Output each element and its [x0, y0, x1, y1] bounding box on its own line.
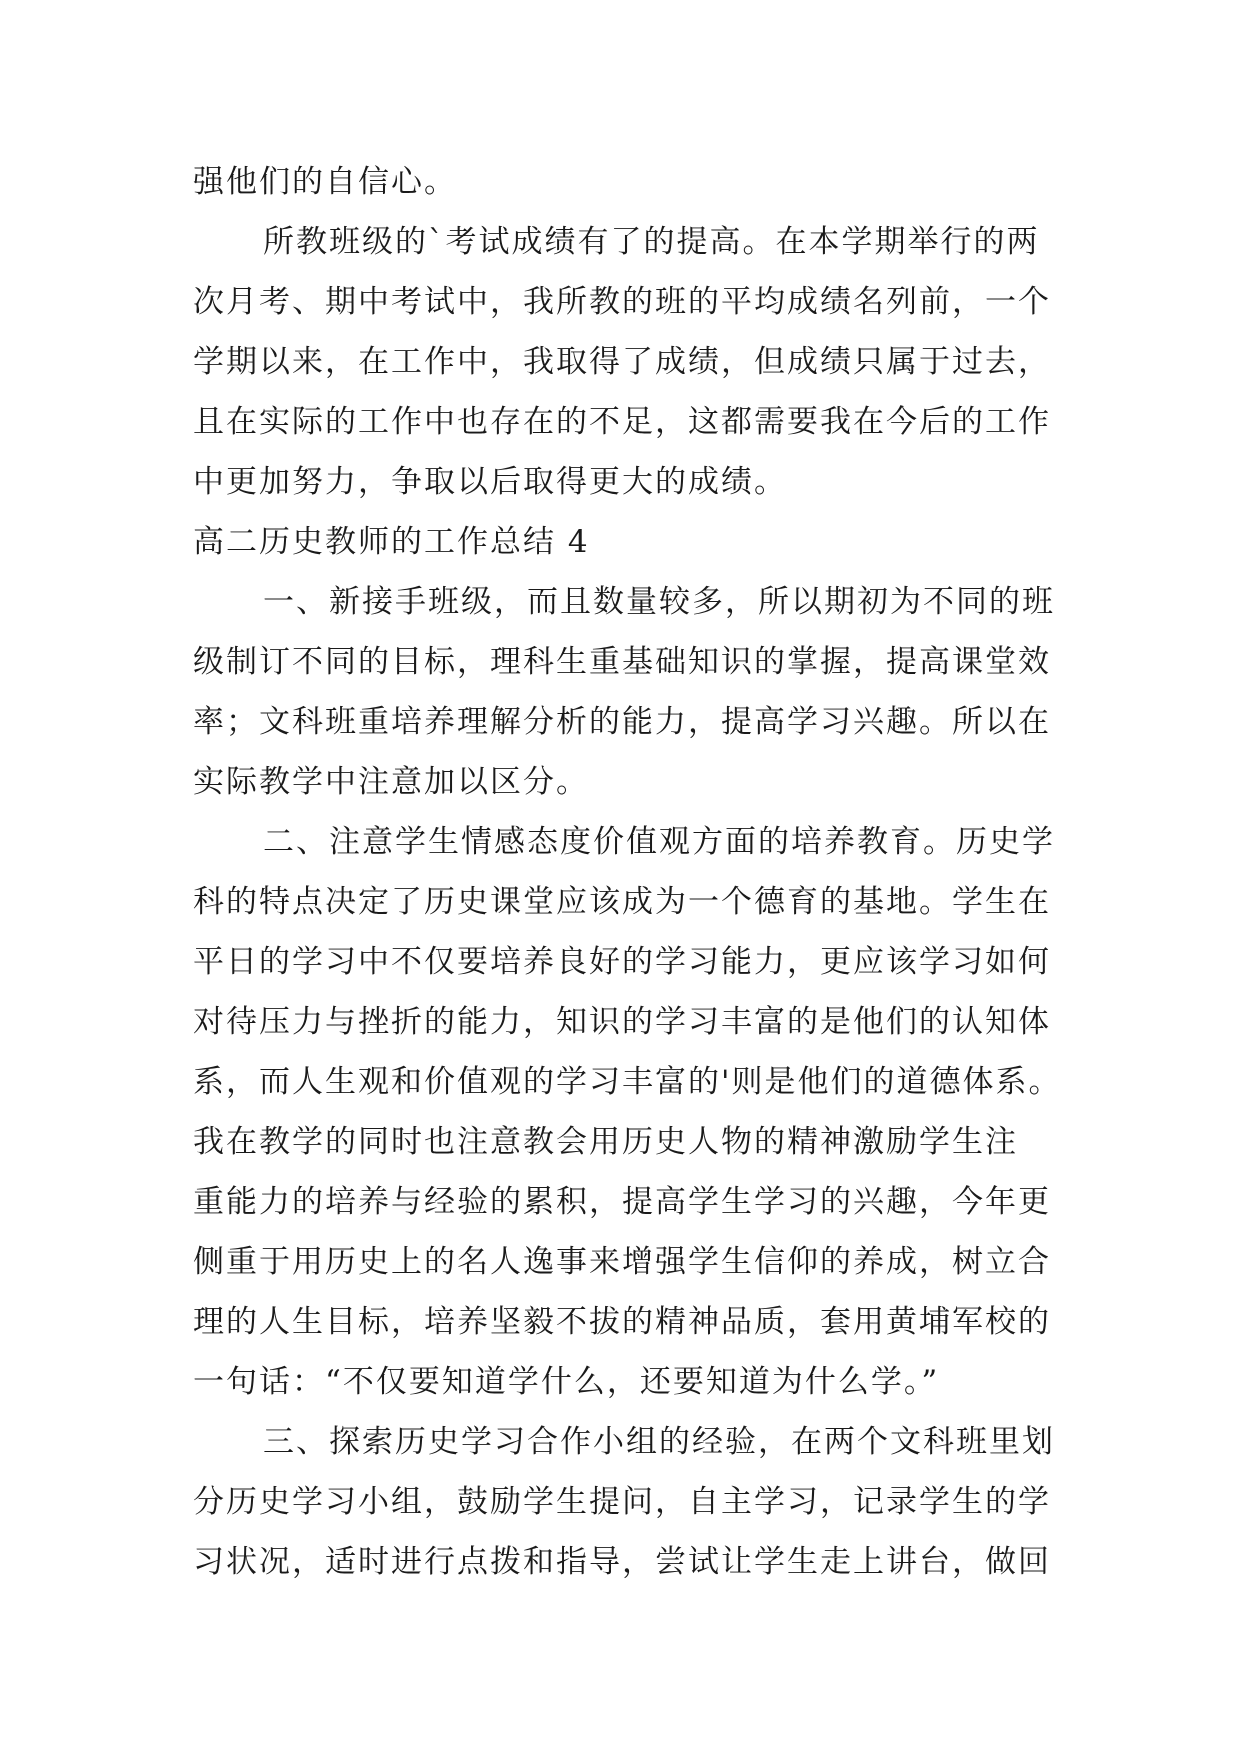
- text-line: 级制订不同的目标，理科生重基础知识的掌握，提高课堂效: [193, 644, 1051, 680]
- paragraph-first-line: 一、新接手班级，而且数量较多，所以期初为不同的班: [263, 584, 1055, 620]
- paragraph-first-line: 二、注意学生情感态度价值观方面的培养教育。历史学: [263, 824, 1055, 860]
- text-line: 科的特点决定了历史课堂应该成为一个德育的基地。学生在: [193, 884, 1051, 920]
- paragraph-first-line: 所教班级的`考试成绩有了的提高。在本学期举行的两: [263, 224, 1040, 260]
- text-line: 系，而人生观和价值观的学习丰富的'则是他们的道德体系。: [193, 1064, 1062, 1100]
- text-line: 习状况，适时进行点拨和指导，尝试让学生走上讲台，做回: [193, 1544, 1051, 1580]
- text-line: 我在教学的同时也注意教会用历史人物的精神激励学生注: [193, 1124, 1018, 1160]
- text-line: 次月考、期中考试中，我所教的班的平均成绩名列前，一个: [193, 284, 1051, 320]
- document-body: [193, 152, 1073, 1592]
- text-line: 重能力的培养与经验的累积，提高学生学习的兴趣，今年更: [193, 1184, 1051, 1220]
- text-line: 实际教学中注意加以区分。: [193, 764, 589, 800]
- text-line: 且在实际的工作中也存在的不足，这都需要我在今后的工作: [193, 404, 1051, 440]
- paragraph-first-line: 三、探索历史学习合作小组的经验，在两个文科班里划: [263, 1424, 1055, 1460]
- text-line: 率；文科班重培养理解分析的能力，提高学习兴趣。所以在: [193, 704, 1051, 740]
- text-line: 学期以来，在工作中，我取得了成绩，但成绩只属于过去，: [193, 344, 1051, 380]
- text-line: 强他们的自信心。: [193, 164, 457, 200]
- text-line: 中更加努力，争取以后取得更大的成绩。: [193, 464, 787, 500]
- text-line: 一句话：“不仅要知道学什么，还要知道为什么学。”: [193, 1364, 940, 1400]
- text-line: 对待压力与挫折的能力，知识的学习丰富的是他们的认知体: [193, 1004, 1051, 1040]
- text-line: 侧重于用历史上的名人逸事来增强学生信仰的养成，树立合: [193, 1244, 1051, 1280]
- section-heading: 高二历史教师的工作总结 4: [193, 524, 590, 560]
- text-line: 理的人生目标，培养坚毅不拔的精神品质，套用黄埔军校的: [193, 1304, 1051, 1340]
- text-line: 分历史学习小组，鼓励学生提问，自主学习，记录学生的学: [193, 1484, 1051, 1520]
- text-line: 平日的学习中不仅要培养良好的学习能力，更应该学习如何: [193, 944, 1051, 980]
